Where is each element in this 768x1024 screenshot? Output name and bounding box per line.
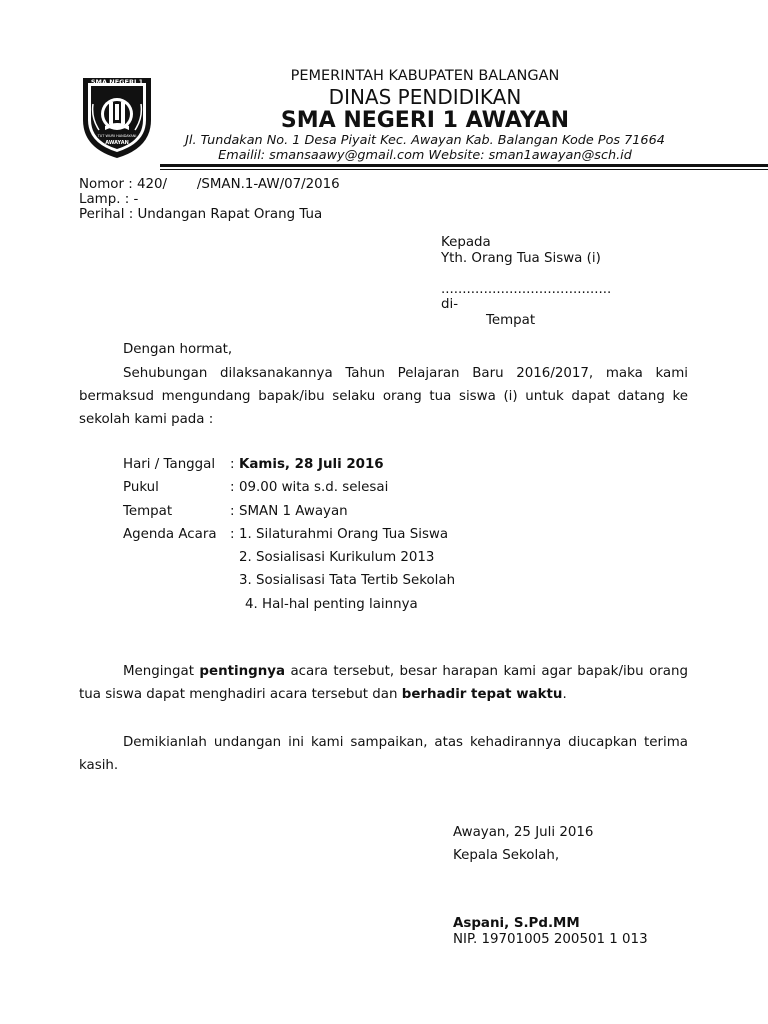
letter-attachment: Lamp. : - <box>79 192 139 207</box>
agenda-item: 3. Sosialisasi Tata Tertib Sekolah <box>239 573 456 589</box>
school-logo <box>79 74 155 160</box>
header-rule-thick <box>160 164 768 167</box>
thanks-text: Demikianlah undangan ini kami sampaikan, atas kehadirannya diucapkan terima kasih. <box>79 735 688 773</box>
govt-header: PEMERINTAH KABUPATEN BALANGAN <box>290 68 560 84</box>
schedule-value: Kamis, 28 Juli 2016 <box>239 457 384 472</box>
schedule-label: Pukul <box>123 480 159 496</box>
signature-nip: NIP. 19701005 200501 1 013 <box>453 932 648 947</box>
logo-motto: TUT WURI HANDAYANI <box>97 134 137 138</box>
recipient-tempat: Tempat <box>486 313 536 328</box>
school-contact: Emailil: smansaawy@gmail.com Website: sman1awayan@sch.id <box>218 148 632 163</box>
schedule-table <box>123 453 455 616</box>
schedule-row-time: Pukul : 09.00 wita s.d. selesai <box>123 476 455 499</box>
recipient-dots: ........................................ <box>441 282 612 297</box>
logo-top-text: SMA NEGERI 1 <box>90 78 144 86</box>
school-address: Jl. Tundakan No. 1 Desa Piyait Kec. Awayan Kab. Balangan Kode Pos 71664 <box>185 133 665 148</box>
schedule-label: Tempat <box>123 503 173 519</box>
greeting: Dengan hormat, <box>123 342 233 357</box>
agenda-item: 1. Silaturahmi Orang Tua Siswa <box>239 526 449 542</box>
schedule-label: Agenda Acara <box>123 526 217 542</box>
closing-paragraph: Mengingat pentingnya acara tersebut, besar harapan kami agar bapak/ibu orang tua siswa dapat menghadiri acara tersebut dan berhadir tepat waktu. <box>79 664 688 702</box>
recipient-di: di- <box>441 297 459 312</box>
recipient-yth: Yth. Orang Tua Siswa (i) <box>441 251 601 266</box>
schedule-value: 09.00 wita s.d. selesai <box>239 480 389 496</box>
agenda-item: 2. Sosialisasi Kurikulum 2013 <box>239 550 435 566</box>
school-name: SMA NEGERI 1 AWAYAN <box>280 108 570 133</box>
department-header: DINAS PENDIDIKAN <box>328 85 522 109</box>
intro-paragraph <box>79 362 688 431</box>
header-rule-thin <box>160 169 768 170</box>
thanks-paragraph <box>79 731 688 777</box>
schedule-row-place: Tempat : SMAN 1 Awayan <box>123 500 455 523</box>
schedule-label: Hari / Tanggal <box>123 457 216 472</box>
signature-name: Aspani, S.Pd.MM <box>453 916 580 931</box>
schedule-row-agenda: Agenda Acara : 1. Silaturahmi Orang Tua Siswa <box>123 523 455 546</box>
signature-place-date: Awayan, 25 Juli 2016 <box>453 825 594 840</box>
schedule-row-date: Hari / Tanggal : Kamis, 28 Juli 2016 <box>123 453 455 476</box>
schedule-value: SMAN 1 Awayan <box>239 503 348 519</box>
letter-subject: Perihal : Undangan Rapat Orang Tua <box>79 207 323 222</box>
intro-text: Sehubungan dilaksanakannya Tahun Pelajaran Baru 2016/2017, maka kami bermaksud mengundang bapak/ibu selaku orang tua siswa (i) untuk dapat datang ke sekolah kami pada : <box>79 366 688 427</box>
recipient-kepada: Kepada <box>441 235 491 250</box>
agenda-item: 4. Hal-hal penting lainnya <box>245 596 418 612</box>
logo-bottom-text: AWAYAN <box>105 140 129 146</box>
signature-title: Kepala Sekolah, <box>453 848 560 863</box>
letter-number: Nomor : 420/ /SMAN.1-AW/07/2016 <box>79 177 340 192</box>
